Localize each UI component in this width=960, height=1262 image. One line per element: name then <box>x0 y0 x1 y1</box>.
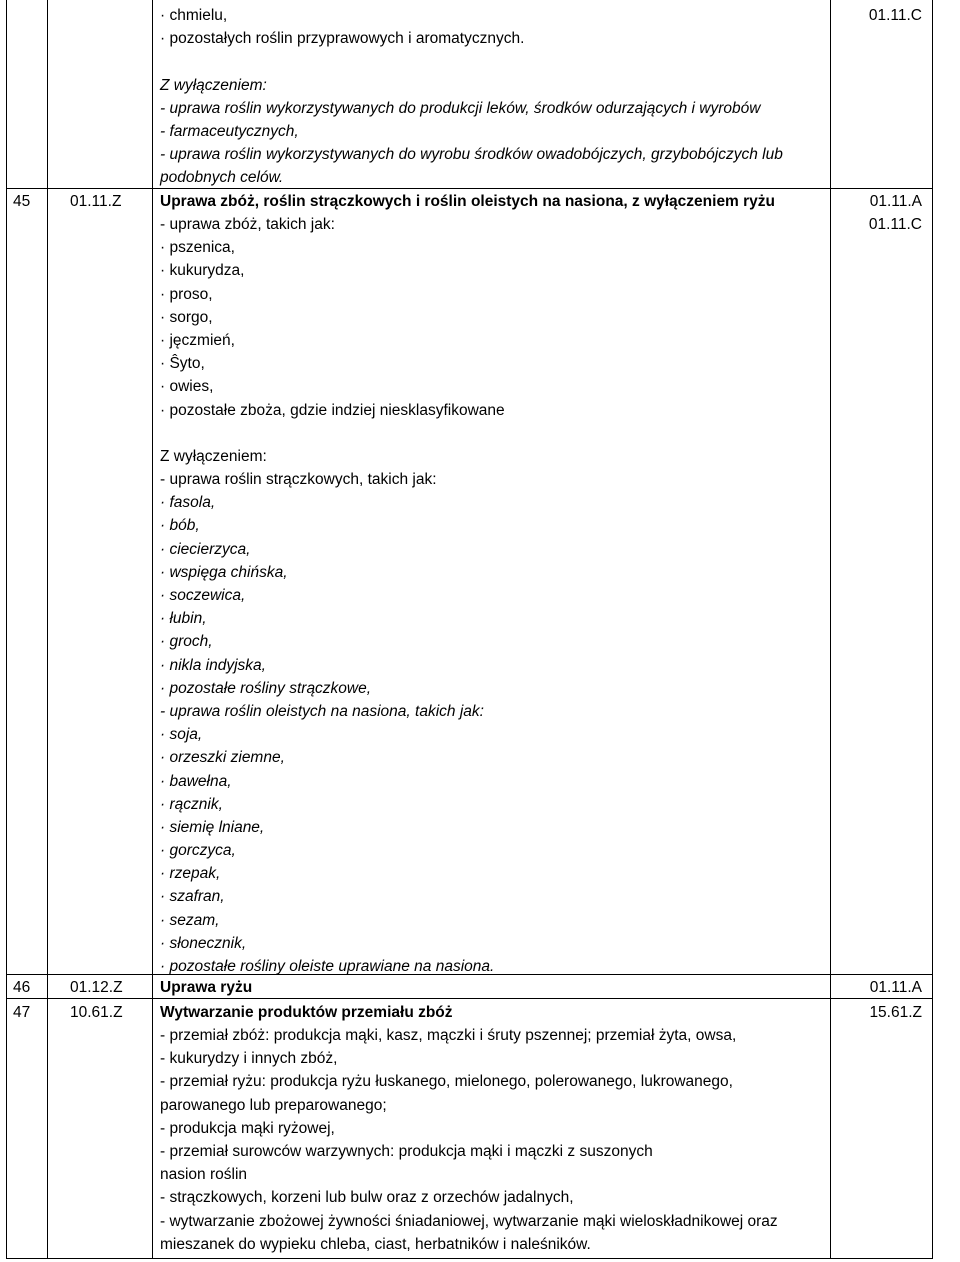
description-line: · soja, <box>160 726 203 744</box>
description-line: - kukurydzy i innych zbóż, <box>160 1050 338 1068</box>
description-line: - uprawa zbóż, takich jak: <box>160 216 335 233</box>
description-line: - uprawa roślin oleistych na nasiona, takich jak: <box>160 702 484 720</box>
description-line: - przemiał ryżu: produkcja ryżu łuskanego, mielonego, polerowanego, lukrowanego, <box>160 1073 733 1091</box>
description-line: · bób, <box>160 517 200 535</box>
row-47-description <box>160 1024 778 1256</box>
description-line: · szafran, <box>160 888 225 906</box>
description-line: · rącznik, <box>160 795 223 813</box>
row-47-old-codes <box>869 1001 922 1024</box>
description-line <box>160 50 783 73</box>
description-line: · gorczyca, <box>160 842 236 860</box>
old-code: 01.11.C <box>868 216 922 234</box>
description-line: · owies, <box>160 378 214 396</box>
top-cont-old-codes <box>869 4 922 27</box>
description-line: · kukurydza, <box>160 262 245 280</box>
description-line: · soczewica, <box>160 587 246 604</box>
description-line: · pozostałe rośliny strączkowe, <box>160 679 372 697</box>
top-cont-description <box>160 4 783 190</box>
row-46-title: Uprawa ryżu <box>160 979 253 996</box>
row-45-description <box>160 213 505 978</box>
description-line: · sezam, <box>160 911 220 929</box>
description-line: - uprawa roślin wykorzystywanych do wyrobu środków owadobójczych, grzybobójczych lub <box>160 146 783 164</box>
description-line: · pozostałe rośliny oleiste uprawiane na nasiona. <box>160 958 495 975</box>
description-line: · łubin, <box>160 610 207 628</box>
row-45-nr: 45 <box>13 193 31 210</box>
old-code: 15.61.Z <box>869 1004 922 1021</box>
description-line: - uprawa roślin wykorzystywanych do produkcji leków, środków odurzających i wyrobów <box>160 99 761 117</box>
description-line: · pozostałych roślin przyprawowych i aromatycznych. <box>160 30 525 48</box>
description-line: parowanego lub preparowanego; <box>160 1096 387 1114</box>
description-line: · jęczmień, <box>160 331 235 349</box>
description-line: · ciecierzyca, <box>160 540 251 558</box>
description-line: - farmaceutycznych, <box>160 122 299 140</box>
description-line: · sorgo, <box>160 308 213 326</box>
description-line: - wytwarzanie zbożowej żywności śniadaniowej, wytwarzanie mąki wieloskładnikowej oraz <box>160 1212 778 1230</box>
description-line: · proso, <box>160 285 213 303</box>
description-line: - produkcja mąki ryżowej, <box>160 1119 335 1137</box>
description-line: - przemiał surowców warzywnych: produkcja mąki i mączki z suszonych <box>160 1142 653 1160</box>
description-line: · chmielu, <box>160 7 228 24</box>
description-line: - przemiał zbóż: produkcja mąki, kasz, mączki i śruty pszennej; przemiał żyta, owsa, <box>160 1027 737 1044</box>
row-45-title: Uprawa zbóż, roślin strączkowych i roślin oleistych na nasiona, z wyłączeniem ryżu <box>160 193 776 210</box>
description-line: Z wyłączeniem: <box>160 447 267 465</box>
row-45-code: 01.11.Z <box>70 193 122 210</box>
description-line: Z wyłączeniem: <box>160 76 267 94</box>
description-line: nasion roślin <box>160 1166 248 1184</box>
row-47-nr: 47 <box>13 1004 31 1021</box>
description-line: · bawełna, <box>160 772 232 790</box>
description-line: - uprawa roślin strączkowych, takich jak: <box>160 471 437 489</box>
description-line: · pozostałe zboża, gdzie indziej niesklasyfikowane <box>160 401 505 419</box>
row-46-nr: 46 <box>13 979 31 996</box>
description-line: · fasola, <box>160 494 216 512</box>
table-border-bottom <box>6 1258 933 1259</box>
description-line: · Ŝyto, <box>160 355 205 373</box>
description-line <box>160 422 505 445</box>
description-line: · siemię lniane, <box>160 818 265 836</box>
description-line: mieszanek do wypieku chleba, ciast, herbatników i naleśników. <box>160 1235 591 1253</box>
row-46-old-codes <box>870 976 922 999</box>
description-line: · nikla indyjska, <box>160 656 266 674</box>
row-47-code: 10.61.Z <box>70 1004 123 1021</box>
description-line: · groch, <box>160 633 213 651</box>
description-line: · rzepak, <box>160 865 221 883</box>
description-line: - strączkowych, korzeni lub bulw oraz z orzechów jadalnych, <box>160 1189 574 1207</box>
description-line: · pszenica, <box>160 239 235 257</box>
row-47-title: Wytwarzanie produktów przemiału zbóż <box>160 1004 453 1021</box>
old-code: 01.11.C <box>868 7 922 24</box>
row-divider-47 <box>6 998 933 999</box>
description-line: · orzeszki ziemne, <box>160 749 285 767</box>
description-line: · słonecznik, <box>160 934 247 952</box>
old-code: 01.11.A <box>869 193 922 210</box>
row-45-old-codes <box>869 190 922 236</box>
description-line: · wspięga chińska, <box>160 563 288 581</box>
old-code: 01.11.A <box>869 979 922 996</box>
description-line: podobnych celów. <box>160 169 284 187</box>
row-46-code: 01.12.Z <box>70 979 123 996</box>
